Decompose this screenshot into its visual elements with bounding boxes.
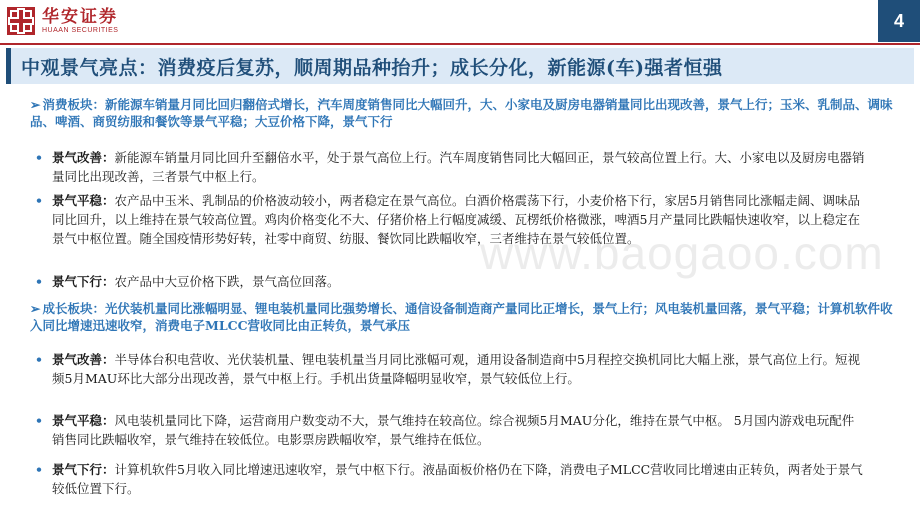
page-number: 4: [878, 0, 920, 42]
company-logo: [6, 4, 141, 38]
logo-mark-icon: [6, 6, 36, 36]
item-text: 农产品中玉米、乳制品的价格波动较小，两者稳定在景气高位。白酒价格震荡下行，小麦价格下行，家居5月销售同比涨幅走阔、调味品同比回升，以上维持在景气较高位置。鸡肉价格变化不大、仔猪价格上行幅度减缓、瓦楞纸价格微涨，啤酒5月产量同比跌幅快速收窄，以上稳定在景气中枢位置。随全国疫情形势好转，社零中商贸、纺服、餐饮同比跌幅收窄，三者维持在景气较低位置。: [52, 193, 860, 246]
item-text: 农产品中大豆价格下跌，景气高位回落。: [114, 274, 340, 289]
bullet-icon: •: [35, 462, 43, 477]
logo-english-name: HUAAN SECURITIES: [42, 27, 119, 34]
item-text: 计算机软件5月收入同比增速迅速收窄，景气中枢下行。液晶面板价格仍在下降，消费电子MLCC营收同比增速由正转负，两者处于景气较低位置下行。: [52, 462, 863, 496]
item-label: 景气平稳：: [52, 413, 115, 428]
list-item: [35, 411, 865, 449]
item-label: 景气改善：: [52, 150, 115, 165]
bullet-icon: •: [35, 413, 43, 428]
item-label: 景气下行：: [52, 274, 115, 289]
logo-chinese-name: 华安证券: [42, 7, 118, 27]
watermark: www.baogaoo.com: [480, 227, 884, 279]
arrow-icon: ➢: [30, 301, 41, 316]
list-item: [35, 460, 865, 498]
bullet-icon: •: [35, 193, 43, 208]
header-divider: [0, 43, 920, 45]
item-text: 风电装机量同比下降，运营商用户数变动不大，景气维持在较高位。综合视频5月MAU分化，维持在景气中枢。 5月国内游戏电玩配件销售同比跌幅收窄，景气维持在较低位。电影票房跌幅收窄，景气维持在低位。: [52, 413, 855, 447]
growth-section-text: 成长板块：光伏装机量同比涨幅明显、锂电装机量同比强势增长、通信设备制造商产量同比正增长，景气上行；风电装机量回落，景气平稳；计算机软件收入同比增速迅速收窄，消费电子MLCC营收同比由正转负，景气承压: [30, 301, 893, 333]
bullet-icon: •: [35, 150, 43, 165]
item-label: 景气改善：: [52, 352, 115, 367]
list-item: [35, 272, 865, 291]
bullet-icon: •: [35, 352, 43, 367]
title-bar: [6, 48, 914, 84]
item-label: 景气下行：: [52, 462, 115, 477]
list-item: [35, 148, 865, 186]
item-label: 景气平稳：: [52, 193, 115, 208]
consumer-section-heading: [30, 96, 895, 130]
list-item: [35, 350, 865, 388]
list-item: [35, 191, 865, 248]
item-text: 新能源车销量月同比回升至翻倍水平，处于景气高位上行。汽车周度销售同比大幅回正，景气较高位置上行。大、小家电以及厨房电器销量同比出现改善，三者景气中枢上行。: [52, 150, 865, 184]
page-title: 中观景气亮点：消费疫后复苏，顺周期品种抬升；成长分化，新能源(车)强者恒强: [21, 56, 723, 79]
bullet-icon: •: [35, 274, 43, 289]
consumer-section-text: 消费板块：新能源车销量月同比回归翻倍式增长，汽车周度销售同比大幅回升，大、小家电及厨房电器销量同比出现改善，景气上行；玉米、乳制品、调味品、啤酒、商贸纺服和餐饮等景气平稳；大豆价格下降，景气下行: [30, 97, 893, 129]
growth-section-heading: [30, 300, 895, 334]
item-text: 半导体台积电营收、光伏装机量、锂电装机量当月同比涨幅可观，通用设备制造商中5月程控交换机同比大幅上涨，景气高位上行。短视频5月MAU环比大部分出现改善，景气中枢上行。手机出货量降幅明显收窄，景气较低位上行。: [52, 352, 860, 386]
arrow-icon: ➢: [30, 97, 41, 112]
